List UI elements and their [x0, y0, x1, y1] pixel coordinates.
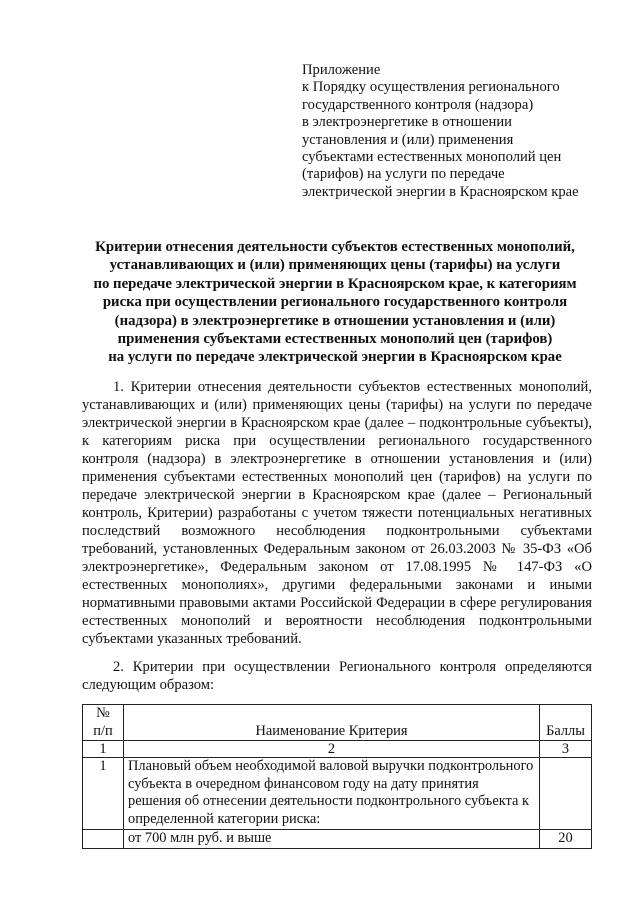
table-row	[83, 829, 592, 848]
criterion-text: от 700 млн руб. и выше	[124, 829, 540, 848]
document-title	[70, 238, 600, 367]
column-number: 3	[540, 741, 592, 758]
appendix-line: (тарифов) на услуги по передаче	[302, 166, 505, 183]
table-row	[83, 758, 592, 829]
title-line: Критерии отнесения деятельности субъектов естественных монополий,	[95, 239, 575, 255]
appendix-line: Приложение	[302, 62, 381, 78]
header-number-line2: п/п	[93, 722, 113, 739]
appendix-line: государственного контроля (надзора)	[302, 96, 534, 113]
appendix-line: субъектами естественных монополий цен	[302, 149, 562, 166]
criteria-table	[82, 704, 592, 849]
header-number	[83, 705, 124, 741]
title-line: (надзора) в электроэнергетике в отношении установления и (или)	[114, 312, 556, 329]
header-number-line1: №	[96, 705, 110, 721]
appendix-line: к Порядку осуществления регионального	[302, 79, 560, 96]
title-line: по передаче электрической энергии в Красноярском крае, к категориям	[93, 275, 577, 292]
table-column-numbers-row	[83, 741, 592, 758]
appendix-line: установления и (или) применения	[302, 131, 514, 148]
title-line: на услуги по передаче электрической энергии в Красноярском крае	[108, 349, 562, 366]
appendix-line: электрической энергии в Красноярском крае	[302, 183, 579, 200]
row-number: 1	[83, 758, 124, 829]
column-number: 1	[83, 741, 124, 758]
title-line: риска при осуществлении регионального государственного контроля	[102, 294, 568, 311]
criterion-text: Плановый объем необходимой валовой выручки подконтрольного субъекта в очередном финансовом году на дату принятия решения об отнесении деятельности подконтрольного субъекта к определенной категории риска:	[124, 758, 540, 829]
paragraph-2-text: 2. Критерии при осуществлении Регионального контроля определяются следующим образом:	[82, 659, 592, 693]
title-line: устанавливающих и (или) применяющих цены (тарифы) на услуги	[109, 257, 561, 274]
header-score: Баллы	[540, 705, 592, 741]
criterion-score: 20	[540, 829, 592, 848]
paragraph-1-text: 1. Критерии отнесения деятельности субъектов естественных монополий, устанавливающих и (или) применяющих цены (тарифы) на услуги по передаче электрической энергии в Красноярском крае (далее – подконтрольные субъекты), к категориям риска при осуществлении регионального государственного контроля (надзора) в электроэнергетике в отношении установления и (или) применения субъектами естественных монополий цен (тарифов) на услуги по передаче электрической энергии в Красноярском крае (далее – Региональный контроль, Критерии) разработаны с учетом тяжести потенциальных негативных последствий возможного несоблюдения подконтрольными субъектами требований, установленных Федеральным законом от 26.03.2003 № 35-ФЗ «Об электроэнергетике», Федеральным законом от 17.08.1995 № 147-ФЗ «О естественных монополиях», другими федеральными законами и иными нормативными правовыми актами Российской Федерации в сфере регулирования естественных монополий и вероятности несоблюдения подконтрольными субъектами указанных требований.	[82, 379, 592, 647]
paragraph-1	[82, 378, 592, 648]
table-header-row	[83, 705, 592, 741]
header-criterion-name: Наименование Критерия	[124, 705, 540, 741]
appendix-header	[302, 62, 622, 201]
criterion-score	[540, 758, 592, 829]
title-line: применения субъектами естественных монополий цен (тарифов)	[117, 331, 553, 348]
column-number: 2	[124, 741, 540, 758]
appendix-line: в электроэнергетике в отношении	[302, 114, 512, 131]
paragraph-2	[82, 658, 592, 694]
row-number	[83, 829, 124, 848]
